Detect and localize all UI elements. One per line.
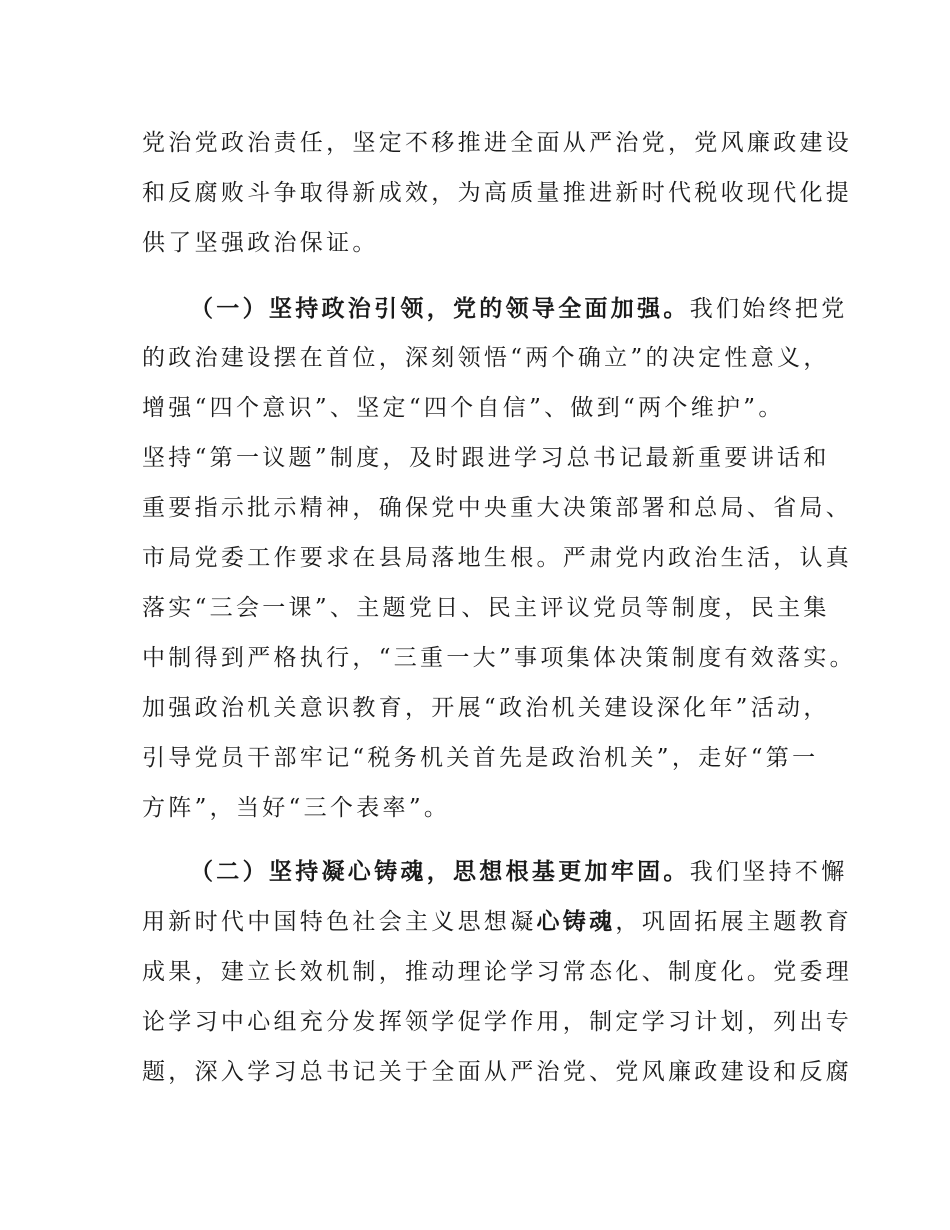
- section-first-line: [190, 294, 848, 324]
- paragraph-line: 题，深入学习总书记关于全面从严治党、党风廉政建设和反腐: [142, 1059, 853, 1085]
- section-text: 我们始终把党: [689, 296, 848, 322]
- paragraph-line: 的政治建设摆在首位，深刻领悟“两个确立”的决定性意义，: [142, 345, 830, 371]
- line-text: 用新时代中国特色社会主义思想凝: [142, 909, 537, 935]
- paragraph-line: 成果，建立长效机制，推动理论学习常态化、制度化。党委理: [142, 959, 853, 985]
- section-heading: （一）坚持政治引领，党的领导全面加强。: [190, 296, 690, 322]
- paragraph-line: 党治党政治责任，坚定不移推进全面从严治党，党风廉政建设: [142, 130, 853, 156]
- paragraph-line: 加强政治机关意识教育，开展“政治机关建设深化年”活动，: [142, 695, 830, 721]
- paragraph-line: 供了坚强政治保证。: [142, 230, 379, 256]
- paragraph-line: 论学习中心组充分发挥领学促学作用，制定学习计划，列出专: [142, 1009, 853, 1035]
- line-text: ，巩固拓展主题教育: [615, 909, 853, 935]
- paragraph-line: 中制得到严格执行，“三重一大”事项集体决策制度有效落实。: [142, 645, 856, 671]
- paragraph-line: 重要指示批示精神，确保党中央重大决策部署和总局、省局、: [142, 495, 853, 521]
- paragraph-line: 落实“三会一课”、主题党日、民主评议党员等制度，民主集: [142, 595, 830, 621]
- paragraph-line: 增强“四个意识”、坚定“四个自信”、做到“两个维护”。: [142, 395, 785, 421]
- section-heading: （二）坚持凝心铸魂，思想根基更加牢固。: [190, 859, 690, 885]
- paragraph-line: 坚持“第一议题”制度，及时跟进学习总书记最新重要讲话和: [142, 445, 830, 471]
- section-first-line: [190, 857, 848, 887]
- paragraph-line: [142, 907, 852, 937]
- bold-text: 心铸魂: [536, 909, 616, 935]
- section-text: 我们坚持不懈: [689, 859, 848, 885]
- paragraph-line: 市局党委工作要求在县局落地生根。严肃党内政治生活，认真: [142, 545, 853, 571]
- paragraph-line: 和反腐败斗争取得新成效，为高质量推进新时代税收现代化提: [142, 180, 853, 206]
- paragraph-line: 引导党员干部牢记“税务机关首先是政治机关”，走好“第一: [142, 745, 819, 771]
- paragraph-line: 方阵”，当好“三个表率”。: [142, 795, 451, 821]
